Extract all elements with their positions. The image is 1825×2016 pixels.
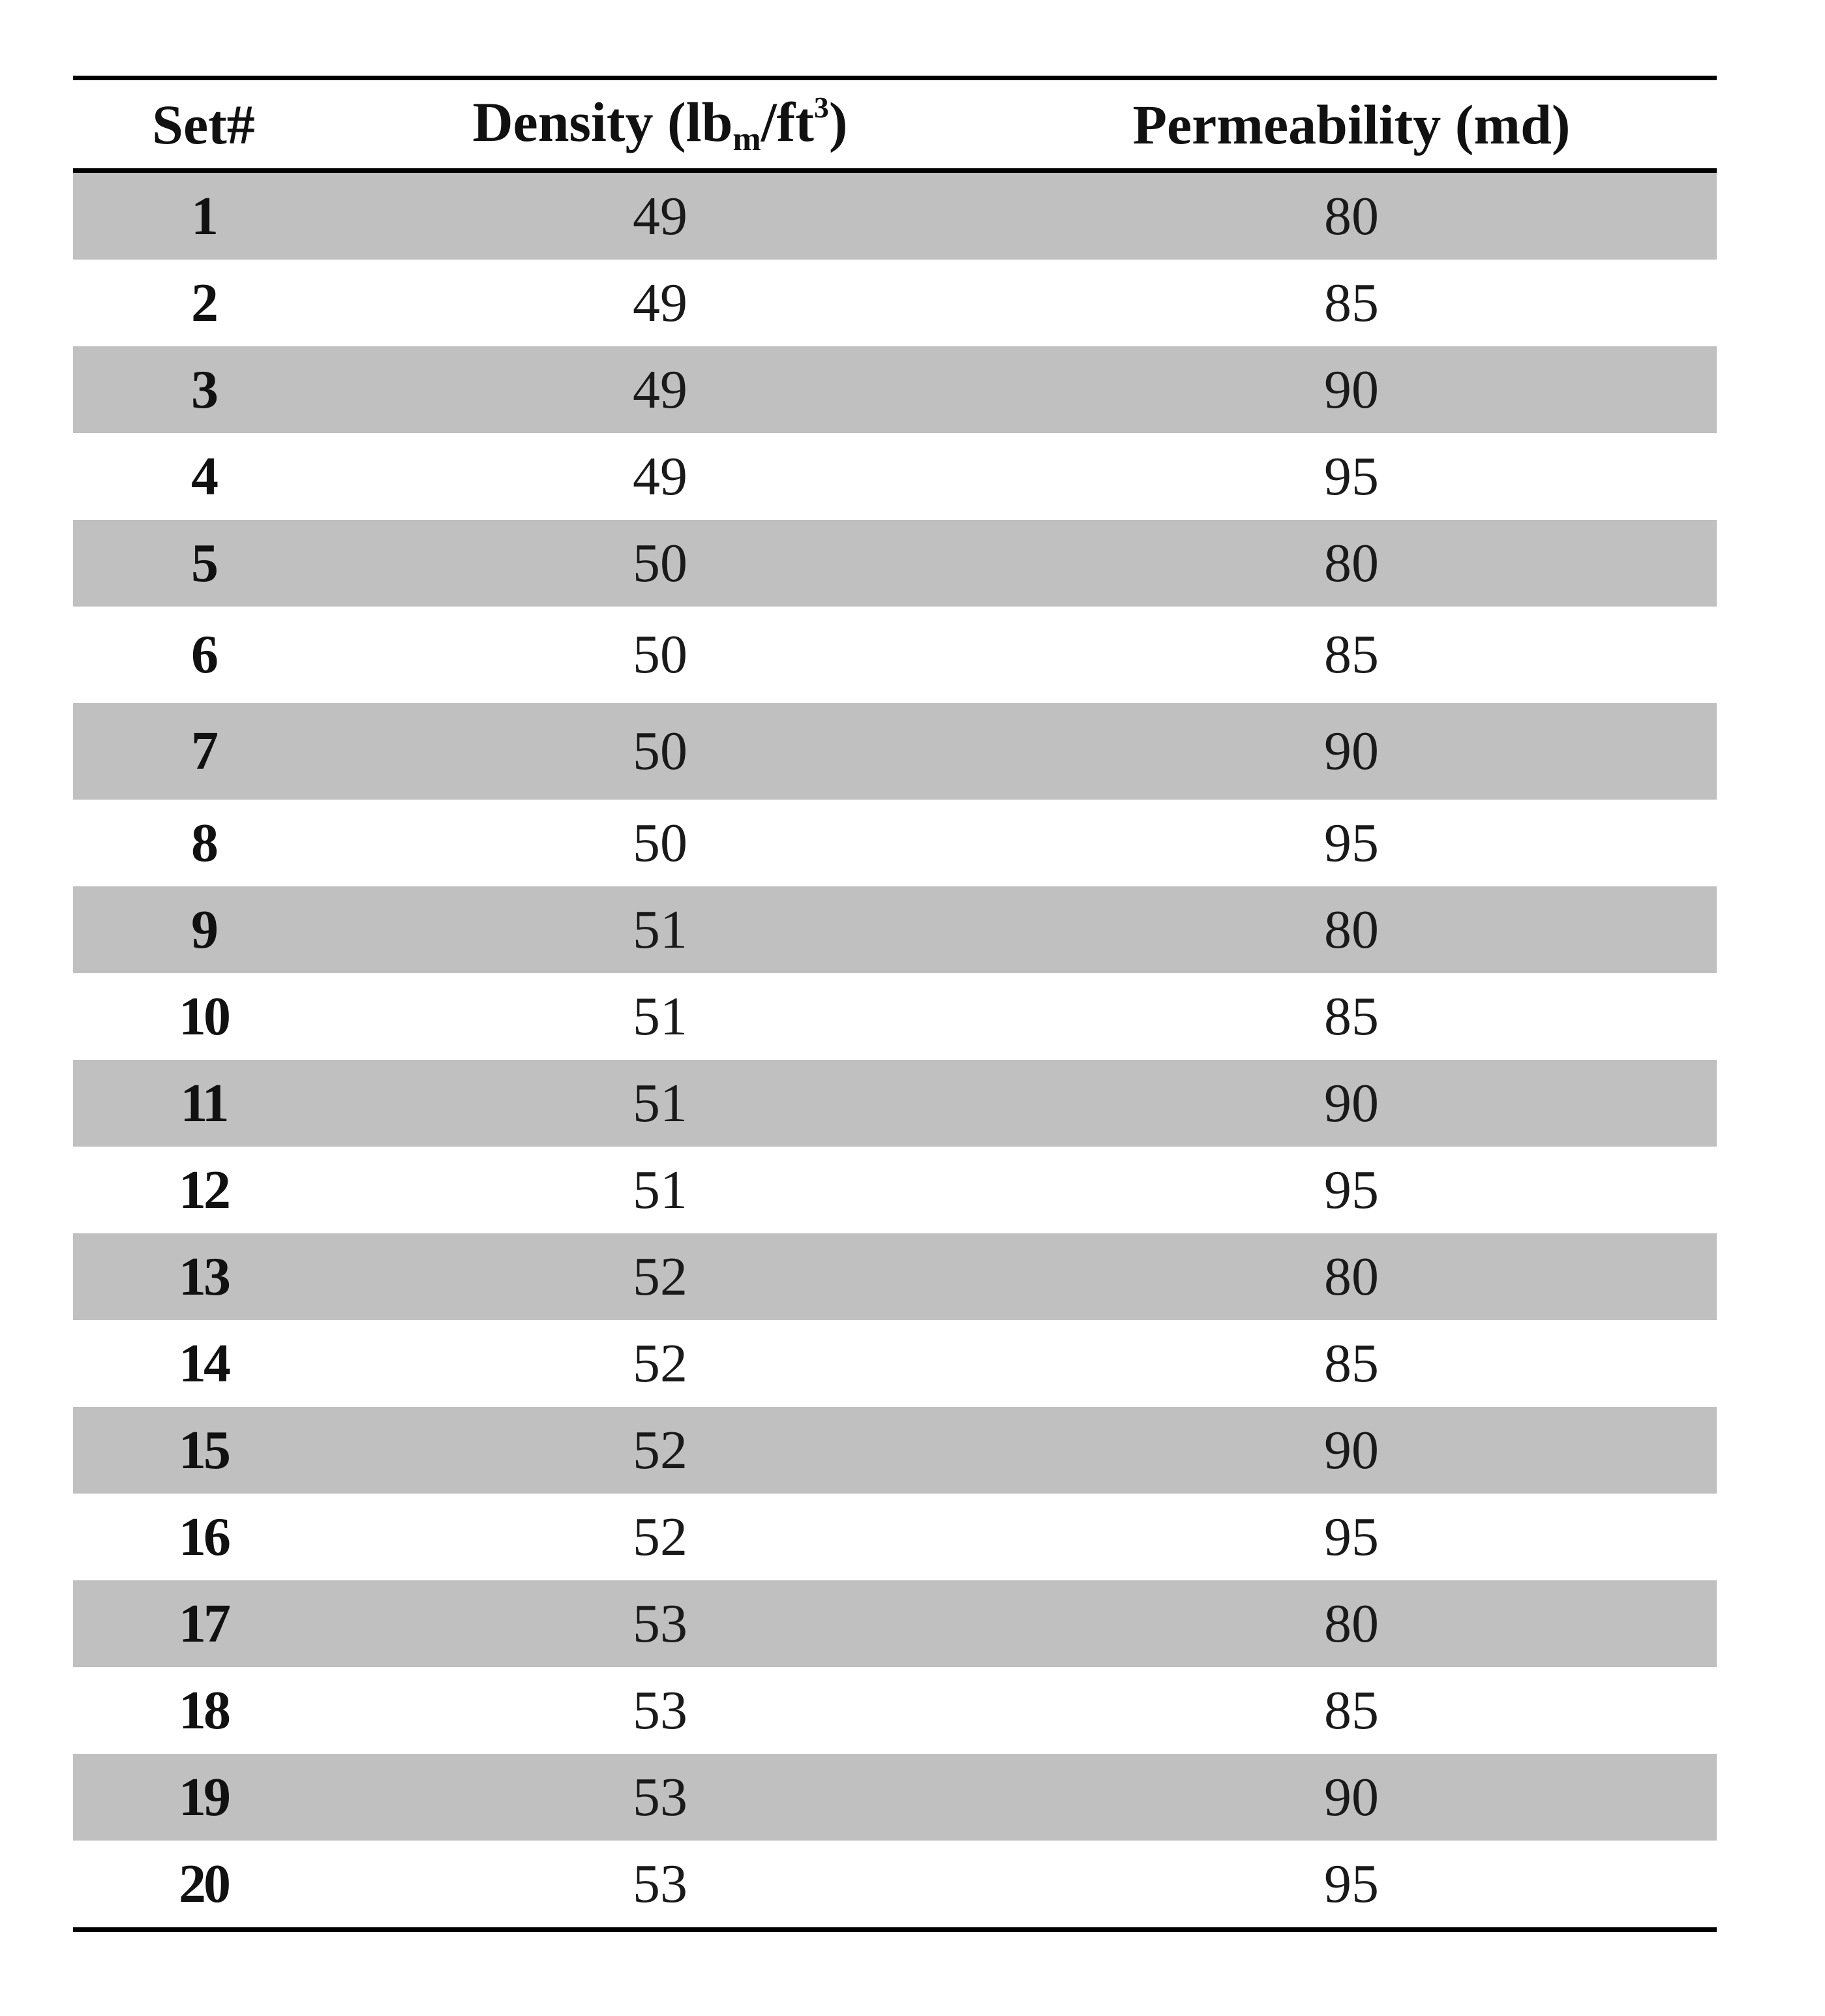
table-row — [73, 886, 1717, 973]
table-bottom-rule — [73, 1927, 1717, 1932]
table-row — [73, 1407, 1717, 1494]
cell-density: 51 — [633, 985, 687, 1047]
cell-density: 52 — [633, 1332, 687, 1394]
cell-set: 5 — [191, 532, 216, 594]
table-row — [73, 1320, 1717, 1407]
cell-set: 9 — [191, 899, 216, 960]
cell-density: 49 — [633, 185, 687, 247]
cell-permeability: 90 — [1324, 1766, 1379, 1828]
cell-set: 1 — [191, 185, 216, 247]
table-row — [73, 973, 1717, 1060]
cell-density: 51 — [633, 1159, 687, 1220]
cell-permeability: 90 — [1324, 721, 1379, 781]
cell-permeability: 80 — [1324, 532, 1379, 594]
cell-set: 20 — [179, 1853, 228, 1914]
table-row — [73, 173, 1717, 260]
cell-density: 52 — [633, 1419, 687, 1481]
table-row — [73, 520, 1717, 607]
cell-density: 49 — [633, 359, 687, 420]
cell-permeability: 85 — [1324, 985, 1379, 1047]
cell-permeability: 90 — [1324, 1419, 1379, 1481]
cell-set: 10 — [179, 985, 228, 1047]
cell-set: 18 — [179, 1679, 228, 1741]
cell-set: 14 — [179, 1332, 228, 1394]
cell-permeability: 80 — [1324, 899, 1379, 960]
cell-set: 8 — [191, 812, 216, 873]
cell-permeability: 90 — [1324, 1072, 1379, 1134]
cell-density: 50 — [633, 624, 687, 685]
header-density-mid: /ft — [761, 90, 814, 153]
table-row — [73, 1147, 1717, 1233]
table-body — [73, 173, 1717, 1927]
header-permeability: Permeability (md) — [1132, 93, 1571, 156]
cell-set: 2 — [191, 272, 216, 333]
cell-density: 53 — [633, 1679, 687, 1741]
header-density-main: Density (lb — [472, 90, 733, 153]
header-density-subscript: m — [732, 120, 761, 158]
data-table — [73, 76, 1717, 1932]
cell-density: 51 — [633, 899, 687, 960]
cell-density: 53 — [633, 1593, 687, 1654]
table-header-rule — [73, 168, 1717, 173]
cell-permeability: 95 — [1324, 812, 1379, 873]
cell-density: 50 — [633, 721, 687, 781]
cell-permeability: 85 — [1324, 624, 1379, 685]
cell-set: 7 — [191, 721, 216, 781]
cell-set: 3 — [191, 359, 216, 420]
cell-density: 52 — [633, 1246, 687, 1307]
cell-permeability: 80 — [1324, 185, 1379, 247]
header-density — [334, 90, 986, 158]
cell-permeability: 85 — [1324, 272, 1379, 333]
table-row — [73, 260, 1717, 346]
cell-density: 53 — [633, 1853, 687, 1914]
cell-permeability: 85 — [1324, 1332, 1379, 1394]
cell-set: 4 — [191, 445, 216, 507]
cell-set: 12 — [179, 1159, 228, 1220]
table-top-rule — [73, 76, 1717, 80]
cell-density: 50 — [633, 812, 687, 873]
cell-density: 49 — [633, 445, 687, 507]
cell-density: 49 — [633, 272, 687, 333]
cell-permeability: 80 — [1324, 1246, 1379, 1307]
table-row — [73, 1060, 1717, 1147]
header-density-superscript: 3 — [813, 90, 829, 124]
table-row — [73, 1233, 1717, 1320]
table-row — [73, 1754, 1717, 1841]
cell-set: 16 — [179, 1506, 228, 1567]
cell-density: 50 — [633, 532, 687, 594]
cell-permeability: 95 — [1324, 1853, 1379, 1914]
table-row — [73, 800, 1717, 886]
cell-density: 51 — [633, 1072, 687, 1134]
cell-set: 17 — [179, 1593, 228, 1654]
table-row — [73, 703, 1717, 800]
table-row — [73, 1494, 1717, 1580]
table-row — [73, 607, 1717, 703]
cell-permeability: 95 — [1324, 1506, 1379, 1567]
table-row — [73, 1580, 1717, 1667]
cell-permeability: 85 — [1324, 1679, 1379, 1741]
table-row — [73, 1841, 1717, 1927]
cell-permeability: 90 — [1324, 359, 1379, 420]
header-density-end: ) — [828, 90, 848, 153]
cell-set: 6 — [191, 624, 216, 685]
cell-permeability: 95 — [1324, 1159, 1379, 1220]
cell-permeability: 95 — [1324, 445, 1379, 507]
cell-permeability: 80 — [1324, 1593, 1379, 1654]
table-row — [73, 433, 1717, 520]
table-header-row — [73, 80, 1717, 168]
cell-set: 19 — [179, 1766, 228, 1828]
cell-set: 11 — [180, 1072, 227, 1134]
cell-density: 52 — [633, 1506, 687, 1567]
header-set: Set# — [152, 93, 255, 156]
table-row — [73, 346, 1717, 433]
table-row — [73, 1667, 1717, 1754]
cell-set: 13 — [179, 1246, 228, 1307]
cell-set: 15 — [179, 1419, 228, 1481]
cell-density: 53 — [633, 1766, 687, 1828]
